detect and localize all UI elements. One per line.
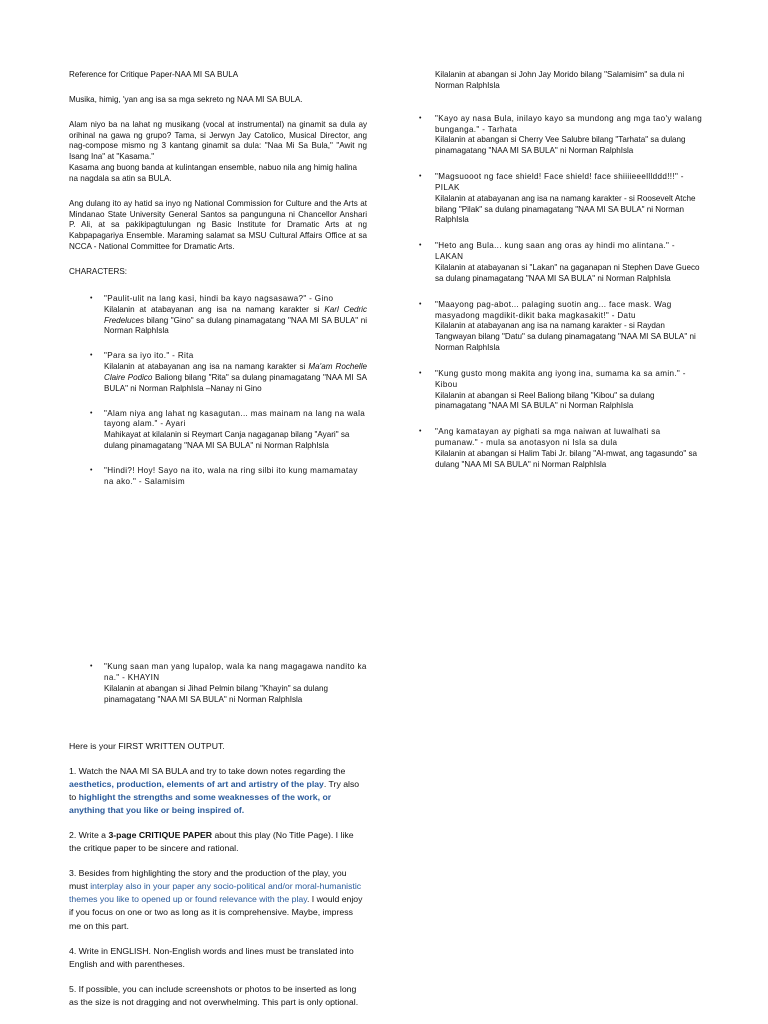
bullet-icon: • [419, 242, 422, 250]
intro-paragraph-2b-text: Kasama ang buong banda at kulintangan ensemble, nabuo nila ang himig halina na nagdala sa atin sa BULA. [69, 163, 357, 183]
instruction-item-4: 4. Write in ENGLISH. Non-English words and lines must be translated into English and with parentheses. [69, 945, 354, 969]
left-column [69, 70, 367, 502]
list-item [419, 299, 705, 354]
instructions-text: 3. Besides from highlighting the story and the production of the play, you must [69, 868, 347, 892]
character-desc [104, 305, 367, 338]
character-desc-text: Baliong bilang "Rita" sa dulang pinamagatang "NAA MI SA BULA" ni Norman RalphIsla –Nanay ni Gino [104, 372, 367, 393]
intro-paragraph-1: Musika, himig, 'yan ang isa sa mga sekreto ng NAA MI SA BULA. [69, 94, 303, 104]
character-desc-text: bilang "Gino" sa dulang pinamagatang "NAA MI SA BULA" ni Norman RalphIsla [104, 315, 367, 336]
characters-list-bottom [69, 662, 367, 705]
actor-name: Karl Cedric Fredeluces [104, 304, 368, 325]
character-quote: "Paulit-ulit na lang kasi, hindi ba kayo nagsasawa?" - Gino [104, 293, 334, 303]
bullet-icon: • [90, 409, 93, 417]
instruction-item-2 [69, 829, 367, 855]
character-quote: "Hindi?! Hoy! Sayo na ito, wala na ring silbi ito kung mamamatay na ako." - Salamisim [104, 465, 358, 486]
character-desc: Kilalanin at abangan si Halim Tabi Jr. bilang "Al-mwat, ang tagasundo" sa dulang "NAA MI SA BULA" ni Norman RalphIsla [435, 448, 698, 469]
instructions-intro [69, 740, 367, 753]
instructions-highlight: highlight the strengths and some weaknesses of the work, or anything that you like or being inspired of. [69, 792, 332, 816]
bullet-icon: • [90, 466, 93, 474]
instruction-item-1 [69, 765, 367, 817]
character-quote: "Kayo ay nasa Bula, inilayo kayo sa mundong ang mga tao'y walang bunganga." - Tarhata [435, 113, 703, 134]
list-item [69, 294, 367, 337]
bullet-icon: • [419, 114, 422, 122]
character-desc-text: Kilalanin at atabayanan ang isa na namang karakter si [104, 362, 309, 372]
characters-list-right [419, 113, 705, 471]
characters-list-left [69, 294, 367, 488]
instructions-highlight: aesthetics, production, elements of art and artistry of the play [69, 779, 324, 790]
character-desc: Kilalanin at abangan si Cherry Vee Salubre bilang "Tarhata" sa dulang pinamagatang "NAA MI SA BULA" ni Norman RalphIsla [435, 135, 686, 156]
character-quote: "Magsuooot ng face shield! Face shield! face shiiiieeelllddd!!!" - PILAK [435, 172, 684, 192]
bullet-icon: • [90, 294, 93, 302]
instructions-text: . I would enjoy if you focus on one or two as long as it is comprehensive. Maybe, impress me on this part. [69, 894, 363, 931]
bullet-icon: • [419, 428, 422, 436]
character-desc: Kilalanin at atabayanan ang isa na namang karakter - si Raydan Tangwayan bilang "Datu" sa dulang pinamagatang "NAA MI SA BULA" ni Norman RalphIsla [435, 321, 696, 353]
instructions-text: . [222, 741, 225, 751]
character-desc: Kilalanin at abangan si Reel Baliong bilang "Kibou" sa dulang pinamagatang "NAA MI SA BULA" ni Norman RalphIsla [435, 390, 655, 411]
instructions-text: 1. Watch the NAA MI SA BULA and try to take down notes regarding the [69, 766, 346, 777]
list-item [419, 241, 705, 284]
character-quote: "Kung saan man yang lupalop, wala ka nang magagawa nandito ka na." - KHAYIN [104, 662, 367, 682]
list-item [419, 172, 705, 226]
character-desc: Kilalanin at atabayanan si "Lakan" na gaganapan ni Stephen Dave Gueco sa dulang pinamagatang "NAA MI SA BULA" ni Norman RalphIsla [435, 262, 700, 283]
instructions-text: Here is your [69, 741, 119, 751]
instructions-emphasis: FIRST WRITTEN OUTPUT [118, 741, 223, 751]
list-item [419, 368, 705, 412]
instructions-emphasis: 3-page CRITIQUE PAPER [108, 830, 213, 841]
instruction-item-5: 5. If possible, you can include screenshots or photos to be inserted as long as the size is not dragging and not overwhelming. This part is only optional. [69, 983, 359, 1007]
list-item [419, 113, 705, 157]
character-desc: Kilalanin at atabayanan ang isa na namang karakter - si Roosevelt Atche bilang "Pilak" sa dulang pinamagatang "NAA MI SA BULA" ni Norman RalphIsla [435, 193, 696, 225]
bullet-icon: • [90, 663, 93, 670]
instruction-item-3 [69, 867, 367, 932]
instructions-section [69, 740, 367, 1021]
character-desc-text: Kilalanin at atabayanan ang isa na namang karakter si [104, 304, 325, 314]
bullet-icon: • [419, 300, 422, 308]
instructions-text: about this play (No Title Page). I like the critique paper to be sincere and rational. [69, 830, 354, 854]
intro-paragraph-3: Ang dulang ito ay hatid sa inyo ng National Commission for Culture and the Arts at Mindanao State University General Santos sa pangunguna ni Chancellor Anshari P. Ali, at sa pakikipagtulungan ng Basic Institute for Dramatic Arts at ng Kabpapagariya Ensemble. Maraming salamat sa MSU Cultural Affairs Office at sa NCCA - National Committee for Dramatic Arts. [69, 198, 367, 252]
character-quote: "Ang kamatayan ay pighati sa mga naiwan at luwalhati sa pumanaw." - mula sa anotasyon ni Isla sa dula [435, 427, 661, 448]
character-quote: "Kung gusto mong makita ang iyong ina, sumama ka sa amin." - Kibou [435, 368, 686, 389]
bullet-icon: • [419, 369, 422, 377]
list-item [69, 466, 367, 488]
character-quote: "Alam niya ang lahat ng kasagutan... mas mainam na lang na wala tayong alam." - Ayari [104, 408, 366, 429]
instructions-highlight: interplay also in your paper any socio-political and/or moral-humanistic themes you like to opened up or found relevance with the play [69, 881, 362, 905]
character-desc: Kilalanin at abangan si Jihad Pelmin bilang "Khayin" sa dulang pinamagatang "NAA MI SA BULA" ni Norman RalphIsla [104, 683, 328, 704]
character-desc: Mahikayat at kilalanin si Reymart Canja nagaganap bilang "Ayari" sa dulang pinamagatang "NAA MI SA BULA" ni Norman RalphIsla [104, 430, 350, 451]
list-item [69, 409, 367, 452]
right-column [419, 70, 705, 486]
list-item [69, 662, 367, 705]
character-desc [104, 362, 367, 395]
bullet-icon: • [419, 173, 422, 181]
list-item [69, 351, 367, 394]
character-quote: "Heto ang Bula... kung saan ang oras ay hindi mo alintana." - LAKAN [435, 241, 675, 262]
instructions-text: . Try also to [69, 779, 360, 803]
instructions-text: 2. Write a [69, 830, 109, 841]
bullet-icon: • [90, 352, 93, 360]
actor-name: Ma'am Rochelle Claire Podico [104, 362, 367, 382]
bottom-character-block [69, 662, 367, 705]
character-quote: "Para sa iyo ito." - Rita [104, 351, 194, 361]
intro-paragraph-2-text: Alam niyo ba na lahat ng musikang (vocal at instrumental) na ginamit sa dula ay orihinal na gawa ng grupo? Tama, si Jerwyn Jay Catolico, Musical Director, ang nag-compose mismo ng 3 kantang ginamit sa dula: "Naa Mi Sa Bula," "Awit ng Isang Ina" at "Kasama." [69, 119, 367, 162]
character-desc: Kilalanin at abangan si John Jay Morido bilang "Salamisim" sa dula ni Norman RalphIsla [435, 70, 685, 90]
characters-heading: CHARACTERS: [69, 266, 128, 276]
intro-paragraph-2 [69, 120, 367, 185]
document-title: Reference for Critique Paper-NAA MI SA BULA [69, 70, 239, 79]
character-quote: "Maayong pag-abot... palaging suotin ang... face mask. Wag masyadong magdikit-dikit baka magkasakit!" - Datu [435, 299, 672, 320]
list-item [419, 427, 705, 470]
